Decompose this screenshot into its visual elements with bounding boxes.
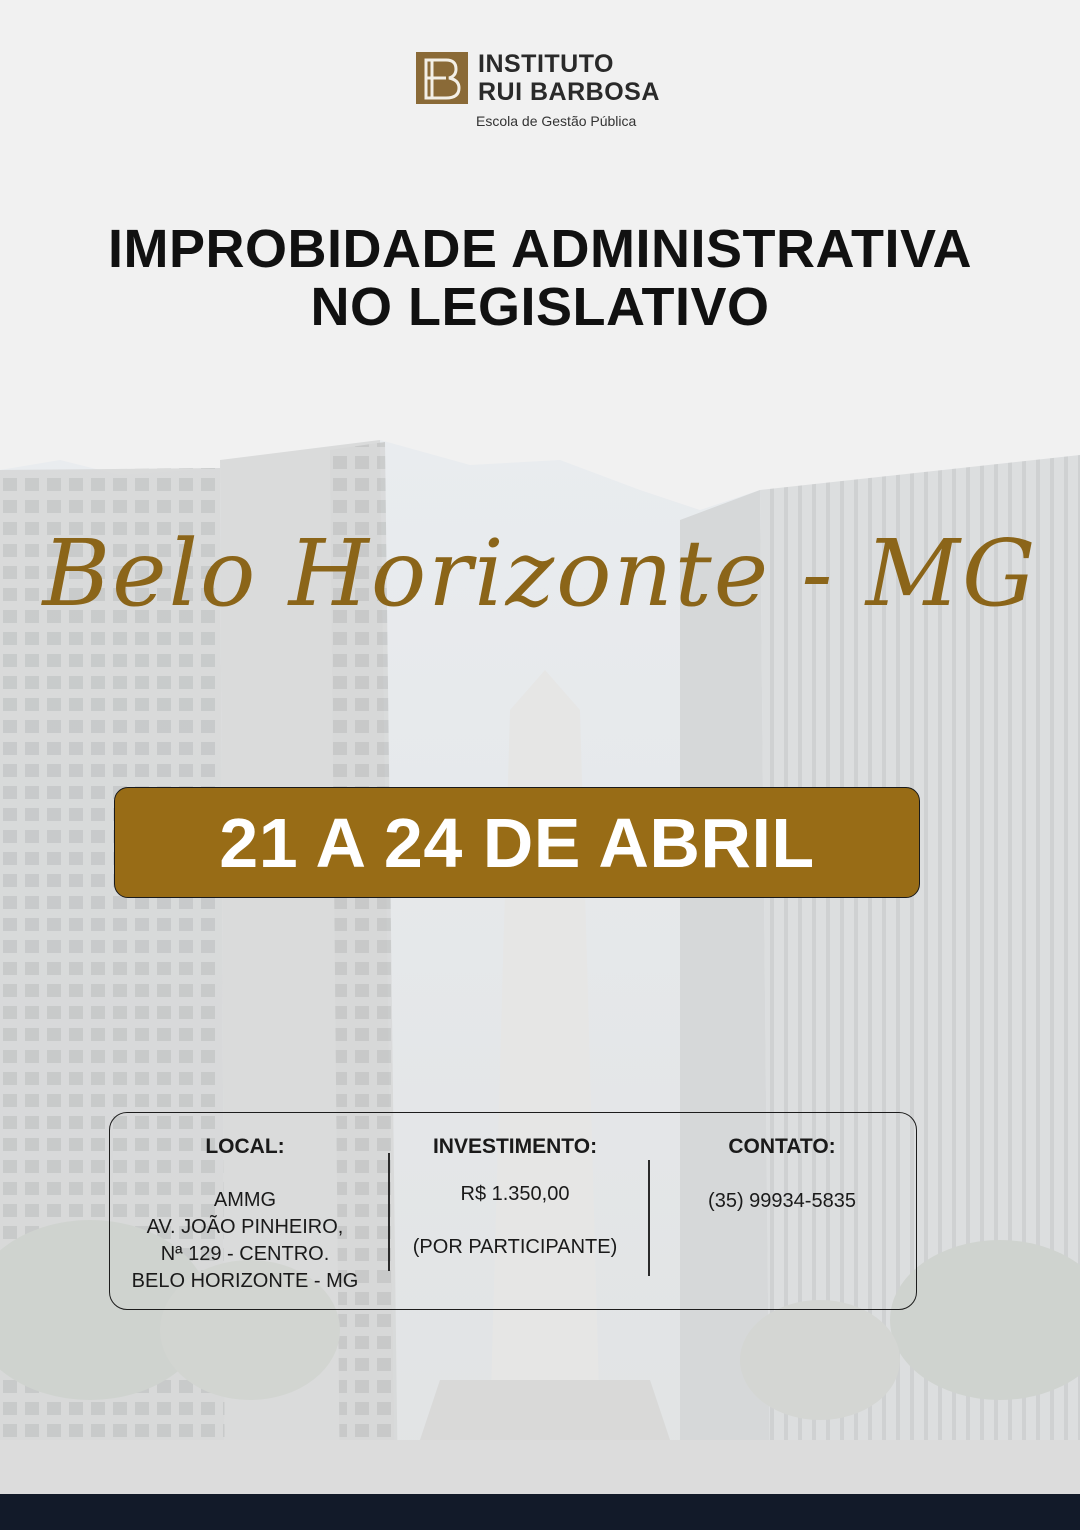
local-line: AMMG <box>213 1189 277 1211</box>
info-box <box>109 1112 917 1310</box>
investimento-price: R$ 1.350,00 <box>460 1183 570 1205</box>
institute-logo <box>416 50 676 132</box>
course-title-line2: NO LEGISLATIVO <box>310 277 770 337</box>
column-divider <box>388 1153 390 1271</box>
contato-heading: CONTATO: <box>728 1135 836 1158</box>
course-title <box>0 220 1080 336</box>
investimento-heading: INVESTIMENTO: <box>432 1135 598 1158</box>
date-banner <box>114 787 920 898</box>
logo-name-line1: INSTITUTO <box>478 50 614 78</box>
local-line: BELO HORIZONTE - MG <box>131 1270 359 1292</box>
date-text: 21 A 24 DE ABRIL <box>219 803 815 882</box>
local-line: Nª 129 - CENTRO. <box>160 1243 330 1265</box>
local-line: AV. JOÃO PINHEIRO, <box>146 1216 344 1238</box>
contato-phone[interactable]: (35) 99934-5835 <box>708 1190 856 1212</box>
footer-bar <box>0 1494 1080 1530</box>
column-divider <box>648 1160 650 1276</box>
course-title-line1: IMPROBIDADE ADMINISTRATIVA <box>108 219 972 279</box>
investimento-note: (POR PARTICIPANTE) <box>412 1236 618 1258</box>
logo-name-line2: RUI BARBOSA <box>478 78 660 106</box>
logo-subtitle: Escola de Gestão Pública <box>476 113 637 129</box>
rb-monogram-icon <box>416 52 468 104</box>
local-address <box>110 1187 380 1295</box>
city-script-heading: Belo Horizonte - MG <box>42 520 1038 627</box>
local-heading: LOCAL: <box>205 1135 285 1158</box>
